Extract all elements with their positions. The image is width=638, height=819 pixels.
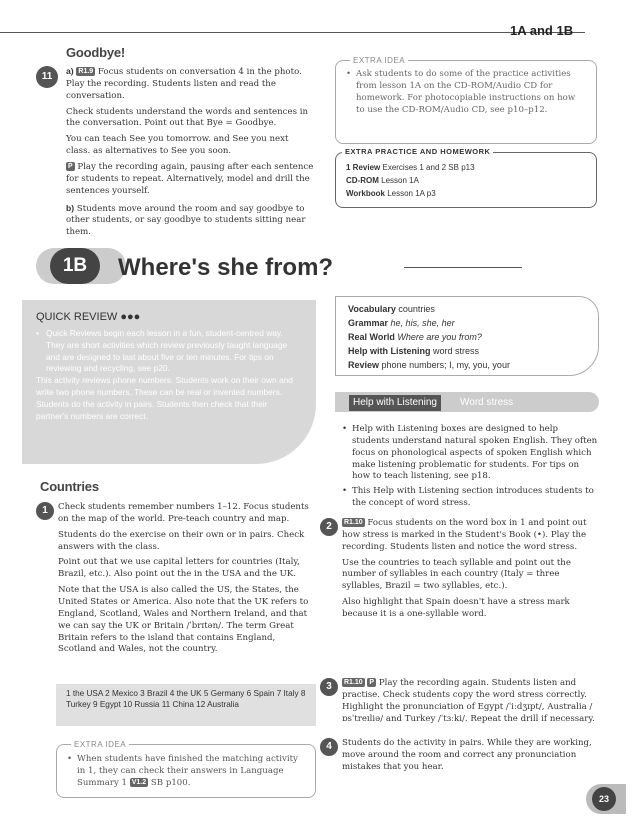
lesson-summary-box — [335, 296, 599, 376]
page-number-tab — [586, 784, 626, 814]
practice-row: 1 Review Exercises 1 and 2 SB p13 — [346, 163, 475, 172]
extra-idea-box-2 — [56, 740, 316, 798]
extra-idea-text-2a: When students have finished the matching activity in 1, they can check their answers in Language Summary 1 — [77, 754, 298, 788]
lesson-code: 1B — [50, 248, 100, 284]
help-listening-title: Help with Listening — [349, 395, 441, 411]
countries-p2: Students do the exercise on their own or in pairs. Check answers with the class. — [58, 529, 305, 552]
step-1-circle: 1 — [36, 502, 54, 520]
extra-idea-box-1 — [335, 56, 597, 144]
help-bullet-2: • This Help with Listening section introduces students to the concept of word stress. — [342, 486, 598, 510]
extra-idea-text-2b: SB p100. — [150, 777, 191, 788]
step2-p1: Focus students on the word box in 1 and point out how stress is marked in the Student's Book (•). Play the recording. Students listen and notice the word stress. — [342, 518, 587, 552]
quick-review-heading: QUICK REVIEW ●●● — [36, 311, 141, 323]
step3-p1: Play the recording again. Students listen and practise. Check students copy the word stress correctly. Highlight the pronunciation of Egypt /ˈiːdʒɪpt/, Australia /ɒsˈtreɪliə/ and Turkey /ˈtɜːki/. Repeat the drill if necessary. — [342, 678, 595, 724]
extra-idea-label-2: EXTRA IDEA — [71, 739, 129, 750]
step2-p3: Also highlight that Spain doesn't have a stress mark because it is a one-syllable word. — [342, 597, 570, 620]
part-b-label: b) — [66, 202, 75, 213]
pron-badge-2: P — [369, 679, 375, 686]
summary-row: Grammar he, his, she, her — [348, 318, 455, 328]
quick-review-panel — [22, 300, 316, 464]
goodbye-para-a3: You can teach See you tomorrow. and See you next class. as alternatives to See you soon. — [66, 134, 289, 157]
extra-practice-box — [335, 147, 597, 208]
goodbye-heading: Goodbye! — [66, 45, 126, 60]
summary-row: Real World Where are you from? — [348, 332, 482, 342]
title-rule — [404, 267, 522, 268]
lang-summary-badge: V1.2 — [131, 778, 147, 786]
quick-review-bullet: • Quick Reviews begin each lesson in a fun, student-centred way. They are short activities which review previously taught language and are designed to last about five or ten minutes. For tips on reviewing and recycling, see p20. — [36, 328, 302, 375]
answers-panel: 1 the USA 2 Mexico 3 Brazil 4 the UK 5 Germany 6 Spain 7 Italy 8 Turkey 9 Egypt 10 Russia 11 China 12 Australia — [56, 684, 316, 726]
header-rule — [0, 32, 585, 33]
summary-row: Help with Listening word stress — [348, 346, 480, 356]
audio-badge-r110b: R1.10 — [344, 679, 363, 686]
practice-row: CD-ROM Lesson 1A — [346, 176, 419, 185]
goodbye-para-a1: Focus students on conversation 4 in the photo. Play the recording. Students listen and read the conversation. — [66, 66, 302, 101]
lesson-title-bar — [36, 248, 596, 284]
help-listening-banner — [335, 392, 599, 412]
audio-badge-r110: R1.10 — [344, 519, 363, 526]
summary-list — [348, 302, 586, 372]
step-2-circle: 2 — [320, 518, 338, 536]
help-bullet-1: • Help with Listening boxes are designed to help students understand natural spoken English. They often focus on phonological aspects of spoken English which make listening problematic for students. For tips on how to teach listening, see p18. — [342, 424, 598, 483]
goodbye-section — [36, 44, 314, 243]
extra-idea-text-1: • Ask students to do some of the practice activities from lesson 1A on the CD-ROM/Audio CD for homework. For photocopiable instructions on how to use the CD-ROM/Audio CD, see p10–p12. — [346, 69, 586, 116]
countries-p4: Note that the USA is also called the US, the States, the United States or America. Also note that the UK refers to England, Scotland, Wales and Northern Ireland, and that we can say the UK or Britain /ˈbrɪtən/. The term Great Britain refers to the island that contains England, Scotland and Wales, not the country. — [58, 585, 309, 655]
step4-p1: Students do the activity in pairs. While they are working, move around the room and correct any pronunciation mistakes that you hear. — [342, 738, 592, 772]
countries-p1: Check students remember numbers 1–12. Focus students on the map of the world. Pre-teach country and map. — [58, 501, 309, 524]
countries-heading: Countries — [40, 479, 99, 494]
summary-row: Review phone numbers; I, my, you, your — [348, 360, 510, 370]
word-stress-title: Word stress — [460, 397, 514, 408]
goodbye-para-b: Students move around the room and say goodbye to other students, or say goodbye to students sitting near them. — [66, 203, 306, 238]
goodbye-para-a4: Play the recording again, pausing after each sentence for students to repeat. Alternatively, model and drill the sentences yourself. — [66, 161, 314, 196]
part-a-label: a) — [66, 65, 74, 76]
step-11-circle: 11 — [36, 66, 58, 88]
step-4 — [320, 738, 600, 778]
practice-row: Workbook Lesson 1A p3 — [346, 189, 436, 198]
step-4-circle: 4 — [320, 738, 338, 756]
summary-row: Vocabulary countries — [348, 304, 435, 314]
extra-practice-list — [346, 161, 586, 200]
countries-p3: Point out that we use capital letters for countries (Italy, Brazil, etc.). Also point out the in the USA and the UK. — [58, 557, 300, 580]
extra-idea-label-1: EXTRA IDEA — [350, 55, 408, 66]
step-2 — [320, 518, 600, 625]
step-3 — [320, 678, 600, 729]
page-number: 23 — [592, 787, 616, 811]
help-listening-bullets — [342, 424, 598, 510]
goodbye-para-a2: Check students understand the words and sentences in the conversation. Point out that Bye = Goodbye. — [66, 106, 308, 129]
countries-section — [36, 478, 316, 660]
step-3-circle: 3 — [320, 678, 338, 696]
extra-practice-label: EXTRA PRACTICE AND HOMEWORK — [342, 147, 493, 157]
pron-badge: P — [68, 162, 73, 170]
quick-review-text: This activity reviews phone numbers. Students work on their own and write two phone numbers. These can be real or invented numbers. Students do the activity in pairs. Students then check that their partner's numbers are correct. — [36, 375, 293, 421]
unit-label: 1A and 1B — [510, 23, 574, 38]
audio-badge-r19: R1.9 — [78, 67, 94, 75]
step2-p2: Use the countries to teach syllable and point out the number of syllables in each country (Italy = three syllables, Brazil = two syllables, etc.). — [342, 557, 571, 592]
lesson-title: Where's she from? — [118, 254, 334, 281]
